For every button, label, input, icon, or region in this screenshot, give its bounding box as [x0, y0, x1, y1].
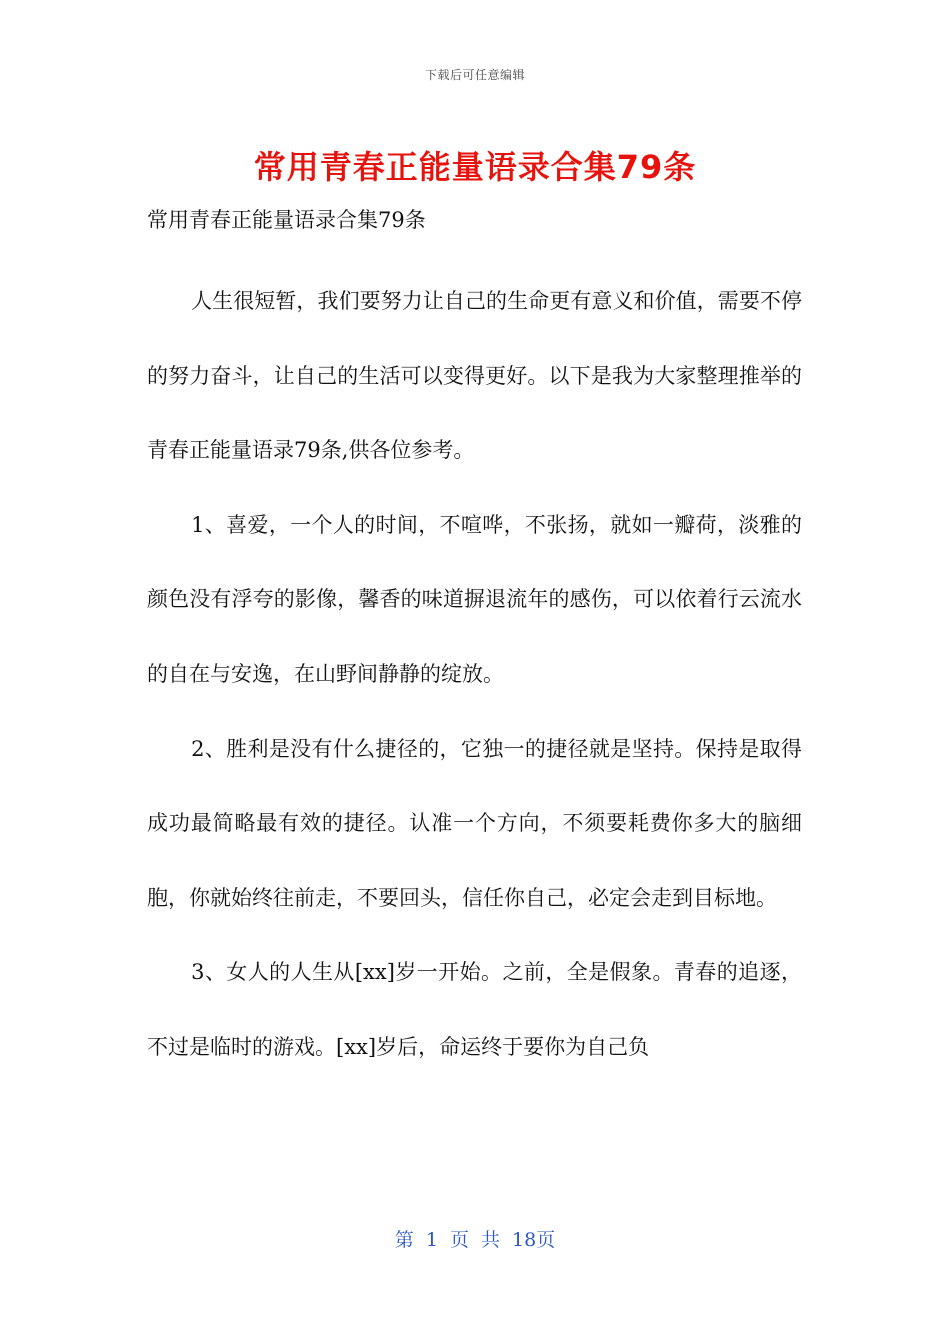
paragraph-intro: 人生很短暂，我们要努力让自己的生命更有意义和价值，需要不停的努力奋斗，让自己的生活可以变得更好。以下是我为大家整理推举的青春正能量语录79条,供各位参考。: [147, 289, 802, 463]
page-number-footer: 第 1 页 共 18页: [394, 1229, 556, 1251]
paragraph-quote-2: 2、胜利是没有什么捷径的，它独一的捷径就是坚持。保持是取得成功最简略最有效的捷径。认准一个方向，不须要耗费你多大的脑细胞，你就始终往前走，不要回头，信任你自己，必定会走到目标地。: [147, 736, 802, 910]
document-subtitle: 常用青春正能量语录合集79条: [147, 208, 426, 232]
paragraph-quote-3: 3、女人的人生从[xx]岁一开始。之前，全是假象。青春的追逐，不过是临时的游戏。[xx]岁后，命运终于要你为自己负: [147, 960, 802, 1059]
document-body: [147, 264, 802, 1085]
document-title: 常用青春正能量语录合集79条: [253, 148, 697, 186]
paragraph-quote-1: 1、喜爱，一个人的时间，不喧哗，不张扬，就如一瓣荷，淡雅的颜色没有浮夸的影像，馨香的味道摒退流年的感伤，可以依着行云流水的自在与安逸，在山野间静静的绽放。: [147, 512, 802, 686]
header-note: 下载后可任意编辑: [424, 68, 525, 82]
